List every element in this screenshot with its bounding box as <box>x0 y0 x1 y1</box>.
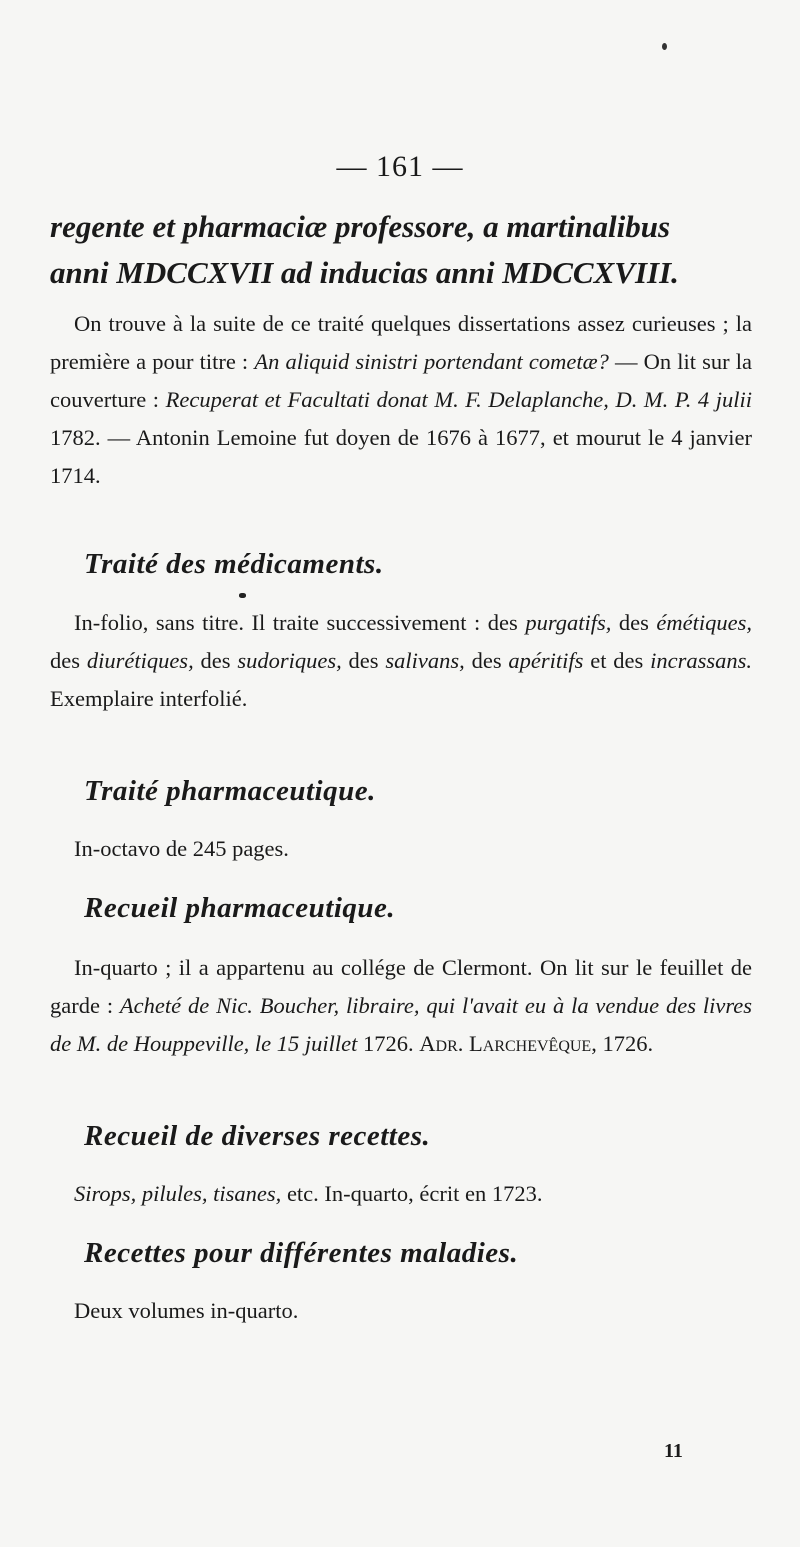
s1-text-5: des <box>341 648 386 673</box>
heading-traite-medicaments: Traité des médicaments. <box>84 548 384 580</box>
section-traite-pharmaceutique <box>50 830 752 868</box>
lead-line-2a: anni <box>50 255 117 290</box>
heading-traite-pharmaceutique: Traité pharmaceutique. <box>84 775 376 807</box>
s1-italic-7: incrassans. <box>650 648 753 673</box>
s1-text-8: Exemplaire interfolié. <box>50 686 248 711</box>
lead-line-1: regente et pharmaciæ professore, a martinalibus <box>50 209 671 244</box>
p1-italic-2: Recuperat et Facultati donat M. F. Delaplanche, D. M. P. 4 julii <box>165 387 753 412</box>
paragraph-dissertations <box>50 305 752 495</box>
printing-mark <box>239 593 246 598</box>
s1-italic-5: salivans, <box>385 648 465 673</box>
s1-text-4: des <box>193 648 238 673</box>
lead-line-2b: ad inducias anni <box>273 255 503 290</box>
s3-author: Adr. Larchevêque <box>419 1031 592 1056</box>
heading-recueil-pharmaceutique: Recueil pharmaceutique. <box>84 892 396 924</box>
s1-italic-1: purgatifs, <box>525 610 612 635</box>
s1-italic-4: sudoriques, <box>237 648 342 673</box>
heading-recettes-maladies: Recettes pour différentes maladies. <box>84 1237 519 1269</box>
s1-text-3: des <box>50 648 87 673</box>
section-recueil-recettes <box>50 1175 752 1213</box>
s3-text-3: , 1726. <box>591 1031 654 1056</box>
s1-italic-6: apéritifs <box>508 648 584 673</box>
signature-mark: 11 <box>664 1440 683 1462</box>
s5-text: Deux volumes in-quarto. <box>74 1298 299 1323</box>
lead-line-2-roman-2: MDCCXVIII. <box>502 255 679 290</box>
p1-italic-1: An aliquid sinistri portendant cometæ? <box>254 349 609 374</box>
section-traite-medicaments <box>50 604 752 718</box>
s2-text: In-octavo de 245 pages. <box>74 836 289 861</box>
continued-latin-text <box>50 204 752 296</box>
s4-text-1: etc. In-quarto, écrit en 1723. <box>281 1181 543 1206</box>
s3-text-1: In-quarto ; il a appartenu au collége de Clermont. On lit sur le feuillet de garde : <box>50 955 752 1018</box>
section-recueil-pharmaceutique <box>50 949 752 1063</box>
s1-text-6: des <box>464 648 509 673</box>
s4-italic-1: Sirops, pilules, tisanes, <box>74 1181 282 1206</box>
p1-text-3: 1782. — Antonin Lemoine fut doyen de 1676 à 1677, et mourut le 4 janvier 1714. <box>50 425 752 488</box>
p1-text-1: On trouve à la suite de ce traité quelques dissertations assez curieuses ; la première a pour titre : <box>50 311 752 374</box>
section-recettes-maladies <box>50 1292 752 1330</box>
s3-text-2: 1726. <box>357 1031 420 1056</box>
heading-recueil-recettes: Recueil de diverses recettes. <box>84 1120 431 1152</box>
s1-italic-3: diurétiques, <box>86 648 194 673</box>
lead-line-2-roman-1: MDCCXVII <box>116 255 274 290</box>
s1-text-7: et des <box>583 648 651 673</box>
s1-text-2: des <box>611 610 657 635</box>
s1-text-1: In-folio, sans titre. Il traite successivement : des <box>74 610 526 635</box>
ink-speck <box>662 43 667 50</box>
page-number: — 161 — <box>336 150 464 183</box>
s1-italic-2: émétiques, <box>656 610 753 635</box>
p1-text-2: — On lit sur la couverture : <box>50 349 753 412</box>
s3-italic-1: Acheté de Nic. Boucher, libraire, qui l'avait eu à la vendue des livres de M. de Houppeville, le 15 juillet <box>50 993 752 1056</box>
